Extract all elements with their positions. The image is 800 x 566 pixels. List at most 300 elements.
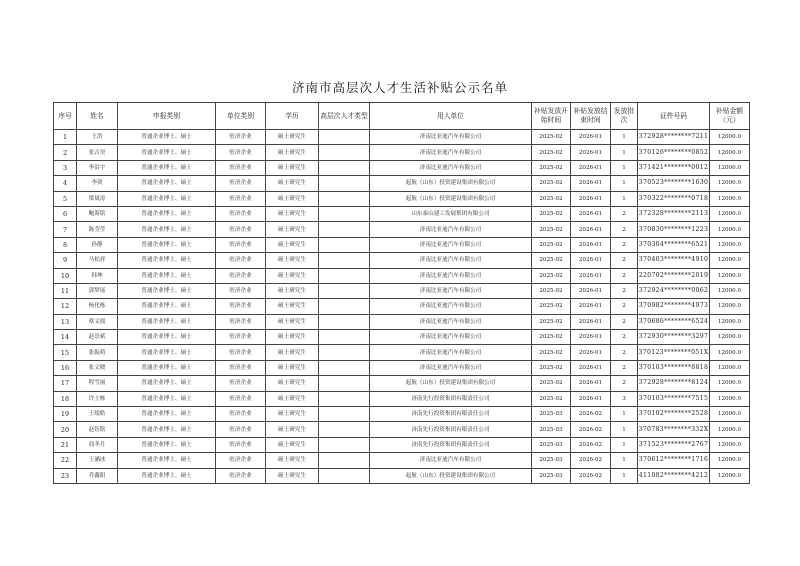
person-name-cell: 李沿宇: [77, 160, 118, 175]
id-number-cell: 370103********7515: [638, 391, 710, 406]
table-row: [54, 391, 750, 406]
education-level-cell: 硕士研究生: [266, 391, 319, 406]
payment-batch-cell: 1: [611, 453, 638, 468]
education-level-cell: 硕士研究生: [266, 176, 319, 191]
subsidy-end-cell: 2026-01: [571, 176, 611, 191]
subsidy-start-cell: 2025-02: [532, 222, 571, 237]
employer-cell: 济南比亚迪汽车有限公司: [370, 253, 532, 268]
payment-batch-cell: 2: [611, 222, 638, 237]
header-row: [54, 103, 750, 130]
talent-type-cell: [319, 376, 370, 391]
subsidy-amount-cell: 12000.0: [710, 437, 750, 452]
payment-batch-cell: 2: [611, 299, 638, 314]
payment-batch-cell: 2: [611, 376, 638, 391]
column-header: 用人单位: [370, 103, 532, 130]
subsidy-start-cell: 2025-02: [532, 283, 571, 298]
table-row: [54, 437, 750, 452]
id-number-cell: 370322********0718: [638, 191, 710, 206]
row-number-cell: 16: [54, 360, 77, 375]
subsidy-amount-cell: 12000.0: [710, 237, 750, 252]
subsidy-end-cell: 2026-01: [571, 314, 611, 329]
id-number-cell: 372930********3297: [638, 330, 710, 345]
unit-category-cell: 驻济企业: [216, 437, 266, 452]
talent-type-cell: [319, 222, 370, 237]
application-category-cell: 普通企业博士、硕士: [118, 468, 216, 483]
person-name-cell: 王浩: [77, 130, 118, 145]
table-row: [54, 468, 750, 483]
subsidy-start-cell: 2025-02: [532, 268, 571, 283]
employer-cell: 山东泰山建工发展集团有限公司: [370, 206, 532, 221]
subsidy-end-cell: 2026-01: [571, 345, 611, 360]
talent-type-cell: [319, 391, 370, 406]
column-header: 高层次人才类型: [319, 103, 370, 130]
subsidy-amount-cell: 12000.0: [710, 268, 750, 283]
education-level-cell: 硕士研究生: [266, 299, 319, 314]
education-level-cell: 硕士研究生: [266, 206, 319, 221]
subsidy-amount-cell: 12000.0: [710, 283, 750, 298]
row-number-cell: 7: [54, 222, 77, 237]
person-name-cell: 许士栋: [77, 391, 118, 406]
payment-batch-cell: 1: [611, 407, 638, 422]
id-number-cell: 372928********8124: [638, 376, 710, 391]
subsidy-amount-cell: 12000.0: [710, 253, 750, 268]
id-number-cell: 371421********0012: [638, 160, 710, 175]
column-header: 补贴金额（元）: [710, 103, 750, 130]
payment-batch-cell: 2: [611, 330, 638, 345]
unit-category-cell: 驻济企业: [216, 330, 266, 345]
application-category-cell: 普通企业博士、硕士: [118, 299, 216, 314]
application-category-cell: 普通企业博士、硕士: [118, 222, 216, 237]
application-category-cell: 普通企业博士、硕士: [118, 437, 216, 452]
payment-batch-cell: 1: [611, 130, 638, 145]
column-header: 学历: [266, 103, 319, 130]
table-header: [54, 103, 750, 130]
application-category-cell: 普通企业博士、硕士: [118, 391, 216, 406]
subsidy-end-cell: 2026-01: [571, 160, 611, 175]
unit-category-cell: 驻济企业: [216, 314, 266, 329]
column-header: 姓名: [77, 103, 118, 130]
id-number-cell: 370523********1630: [638, 176, 710, 191]
subsidy-end-cell: 2026-01: [571, 330, 611, 345]
payment-batch-cell: 2: [611, 253, 638, 268]
subsidy-end-cell: 2026-01: [571, 253, 611, 268]
subsidy-amount-cell: 12000.0: [710, 206, 750, 221]
employer-cell: 济南比亚迪汽车有限公司: [370, 299, 532, 314]
talent-type-cell: [319, 345, 370, 360]
education-level-cell: 硕士研究生: [266, 437, 319, 452]
table-row: [54, 253, 750, 268]
application-category-cell: 普通企业博士、硕士: [118, 237, 216, 252]
person-name-cell: 王涵冰: [77, 453, 118, 468]
unit-category-cell: 驻济企业: [216, 160, 266, 175]
unit-category-cell: 驻济企业: [216, 360, 266, 375]
column-header: 发放批次: [611, 103, 638, 130]
row-number-cell: 17: [54, 376, 77, 391]
subsidy-start-cell: 2025-02: [532, 299, 571, 314]
payment-batch-cell: 1: [611, 422, 638, 437]
unit-category-cell: 驻济企业: [216, 345, 266, 360]
id-number-cell: 372924********0062: [638, 283, 710, 298]
payment-batch-cell: 2: [611, 268, 638, 283]
table-row: [54, 222, 750, 237]
talent-type-cell: [319, 283, 370, 298]
talent-type-cell: [319, 468, 370, 483]
talent-type-cell: [319, 160, 370, 175]
unit-category-cell: 驻济企业: [216, 253, 266, 268]
subsidy-amount-cell: 12000.0: [710, 299, 750, 314]
talent-type-cell: [319, 253, 370, 268]
table-row: [54, 237, 750, 252]
table-row: [54, 160, 750, 175]
payment-batch-cell: 1: [611, 437, 638, 452]
row-number-cell: 14: [54, 330, 77, 345]
unit-category-cell: 驻济企业: [216, 130, 266, 145]
column-header: 补贴发放结束时间: [571, 103, 611, 130]
education-level-cell: 硕士研究生: [266, 160, 319, 175]
payment-batch-cell: 2: [611, 360, 638, 375]
talent-type-cell: [319, 176, 370, 191]
employer-cell: 济南比亚迪汽车有限公司: [370, 222, 532, 237]
employer-cell: 济南比亚迪汽车有限公司: [370, 145, 532, 160]
employer-cell: 济南比亚迪汽车有限公司: [370, 345, 532, 360]
column-header: 申报类别: [118, 103, 216, 130]
application-category-cell: 普通企业博士、硕士: [118, 176, 216, 191]
employer-cell: 济南比亚迪汽车有限公司: [370, 330, 532, 345]
unit-category-cell: 驻济企业: [216, 222, 266, 237]
application-category-cell: 普通企业博士、硕士: [118, 206, 216, 221]
talent-type-cell: [319, 422, 370, 437]
subsidy-end-cell: 2026-01: [571, 283, 611, 298]
column-header: 序号: [54, 103, 77, 130]
row-number-cell: 6: [54, 206, 77, 221]
talent-type-cell: [319, 145, 370, 160]
unit-category-cell: 驻济企业: [216, 237, 266, 252]
application-category-cell: 普通企业博士、硕士: [118, 130, 216, 145]
application-category-cell: 普通企业博士、硕士: [118, 268, 216, 283]
table-row: [54, 407, 750, 422]
subsidy-amount-cell: 12000.0: [710, 360, 750, 375]
person-name-cell: 赵崇斌: [77, 330, 118, 345]
employer-cell: 济南比亚迪汽车有限公司: [370, 237, 532, 252]
person-name-cell: 马松祥: [77, 253, 118, 268]
subsidy-start-cell: 2025-02: [532, 330, 571, 345]
person-name-cell: 韩坤: [77, 268, 118, 283]
subsidy-end-cell: 2026-01: [571, 222, 611, 237]
row-number-cell: 11: [54, 283, 77, 298]
subsidy-amount-cell: 12000.0: [710, 314, 750, 329]
person-name-cell: 乔鑫阳: [77, 468, 118, 483]
subsidy-end-cell: 2026-02: [571, 437, 611, 452]
employer-cell: 济南先行投资集团有限责任公司: [370, 437, 532, 452]
unit-category-cell: 驻济企业: [216, 422, 266, 437]
unit-category-cell: 驻济企业: [216, 191, 266, 206]
application-category-cell: 普通企业博士、硕士: [118, 145, 216, 160]
application-category-cell: 普通企业博士、硕士: [118, 407, 216, 422]
education-level-cell: 硕士研究生: [266, 345, 319, 360]
table-row: [54, 283, 750, 298]
employer-cell: 济南比亚迪汽车有限公司: [370, 130, 532, 145]
id-number-cell: 411082********4212: [638, 468, 710, 483]
person-name-cell: 陈莹莹: [77, 222, 118, 237]
subsidy-start-cell: 2025-02: [532, 206, 571, 221]
application-category-cell: 普通企业博士、硕士: [118, 160, 216, 175]
id-number-cell: 370982********4973: [638, 299, 710, 314]
subsidy-start-cell: 2025-02: [532, 130, 571, 145]
education-level-cell: 硕士研究生: [266, 222, 319, 237]
employer-cell: 济南先行投资集团有限责任公司: [370, 422, 532, 437]
subsidy-start-cell: 2025-03: [532, 407, 571, 422]
subsidy-amount-cell: 12000.0: [710, 345, 750, 360]
talent-type-cell: [319, 191, 370, 206]
application-category-cell: 普通企业博士、硕士: [118, 453, 216, 468]
education-level-cell: 硕士研究生: [266, 237, 319, 252]
payment-batch-cell: 1: [611, 160, 638, 175]
subsidy-amount-cell: 12000.0: [710, 376, 750, 391]
id-number-cell: 371523********2767: [638, 437, 710, 452]
payment-batch-cell: 3: [611, 391, 638, 406]
subsidy-end-cell: 2026-02: [571, 422, 611, 437]
subsidy-end-cell: 2026-01: [571, 360, 611, 375]
payment-batch-cell: 1: [611, 145, 638, 160]
subsidy-start-cell: 2025-02: [532, 191, 571, 206]
education-level-cell: 硕士研究生: [266, 376, 319, 391]
unit-category-cell: 驻济企业: [216, 268, 266, 283]
employer-cell: 济南比亚迪汽车有限公司: [370, 453, 532, 468]
education-level-cell: 硕士研究生: [266, 253, 319, 268]
person-name-cell: 商冬月: [77, 437, 118, 452]
employer-cell: 济南比亚迪汽车有限公司: [370, 314, 532, 329]
table-row: [54, 299, 750, 314]
education-level-cell: 硕士研究生: [266, 314, 319, 329]
talent-type-cell: [319, 437, 370, 452]
education-level-cell: 硕士研究生: [266, 145, 319, 160]
payment-batch-cell: 2: [611, 206, 638, 221]
talent-type-cell: [319, 360, 370, 375]
application-category-cell: 普通企业博士、硕士: [118, 345, 216, 360]
subsidy-amount-cell: 12000.0: [710, 145, 750, 160]
payment-batch-cell: 2: [611, 283, 638, 298]
application-category-cell: 普通企业博士、硕士: [118, 253, 216, 268]
employer-cell: 济南比亚迪汽车有限公司: [370, 268, 532, 283]
unit-category-cell: 驻济企业: [216, 145, 266, 160]
person-name-cell: 程雪丽: [77, 376, 118, 391]
table-row: [54, 176, 750, 191]
table-row: [54, 130, 750, 145]
document-title: 济南市高层次人才生活补贴公示名单: [291, 80, 508, 95]
talent-type-cell: [319, 268, 370, 283]
id-number-cell: 220702********2019: [638, 268, 710, 283]
employer-cell: 济南比亚迪汽车有限公司: [370, 283, 532, 298]
person-name-cell: 杨化栋: [77, 299, 118, 314]
subsidy-amount-cell: 12000.0: [710, 222, 750, 237]
subsidy-end-cell: 2026-01: [571, 130, 611, 145]
id-number-cell: 370686********6524: [638, 314, 710, 329]
payment-batch-cell: 1: [611, 468, 638, 483]
column-header: 补贴发放开始时间: [532, 103, 571, 130]
education-level-cell: 硕士研究生: [266, 130, 319, 145]
subsidy-start-cell: 2025-02: [532, 314, 571, 329]
id-number-cell: 370126********0852: [638, 145, 710, 160]
subsidy-start-cell: 2025-03: [532, 437, 571, 452]
row-number-cell: 8: [54, 237, 77, 252]
subsidy-start-cell: 2025-02: [532, 345, 571, 360]
application-category-cell: 普通企业博士、硕士: [118, 360, 216, 375]
subsidy-start-cell: 2025-03: [532, 422, 571, 437]
table-row: [54, 360, 750, 375]
subsidy-start-cell: 2025-02: [532, 160, 571, 175]
unit-category-cell: 驻济企业: [216, 176, 266, 191]
education-level-cell: 硕士研究生: [266, 283, 319, 298]
talent-type-cell: [319, 407, 370, 422]
table-row: [54, 330, 750, 345]
subsidy-table: [53, 102, 750, 484]
table-row: [54, 206, 750, 221]
subsidy-start-cell: 2025-03: [532, 468, 571, 483]
payment-batch-cell: 1: [611, 176, 638, 191]
unit-category-cell: 驻济企业: [216, 299, 266, 314]
subsidy-end-cell: 2026-01: [571, 376, 611, 391]
application-category-cell: 普通企业博士、硕士: [118, 330, 216, 345]
subsidy-start-cell: 2025-02: [532, 360, 571, 375]
unit-category-cell: 驻济企业: [216, 206, 266, 221]
table-row: [54, 145, 750, 160]
person-name-cell: 孙静: [77, 237, 118, 252]
subsidy-start-cell: 2025-03: [532, 453, 571, 468]
subsidy-end-cell: 2026-01: [571, 391, 611, 406]
id-number-cell: 370783********332X: [638, 422, 710, 437]
payment-batch-cell: 2: [611, 314, 638, 329]
education-level-cell: 硕士研究生: [266, 453, 319, 468]
subsidy-amount-cell: 12000.0: [710, 391, 750, 406]
row-number-cell: 9: [54, 253, 77, 268]
person-name-cell: 张振萌: [77, 345, 118, 360]
employer-cell: 济南比亚迪汽车有限公司: [370, 160, 532, 175]
subsidy-end-cell: 2026-01: [571, 237, 611, 252]
column-header: 证件号码: [638, 103, 710, 130]
table-row: [54, 191, 750, 206]
employer-cell: 起航（山东）投资建设集团有限公司: [370, 468, 532, 483]
row-number-cell: 18: [54, 391, 77, 406]
education-level-cell: 硕士研究生: [266, 468, 319, 483]
subsidy-end-cell: 2026-01: [571, 268, 611, 283]
payment-batch-cell: 2: [611, 345, 638, 360]
payment-batch-cell: 1: [611, 191, 638, 206]
person-name-cell: 鲍海铭: [77, 206, 118, 221]
education-level-cell: 硕士研究生: [266, 268, 319, 283]
talent-type-cell: [319, 130, 370, 145]
row-number-cell: 5: [54, 191, 77, 206]
row-number-cell: 12: [54, 299, 77, 314]
subsidy-amount-cell: 12000.0: [710, 407, 750, 422]
person-name-cell: 赵钰铭: [77, 422, 118, 437]
application-category-cell: 普通企业博士、硕士: [118, 422, 216, 437]
talent-type-cell: [319, 299, 370, 314]
person-name-cell: 蔡文霞: [77, 314, 118, 329]
employer-cell: 起航（山东）投资建设集团有限公司: [370, 376, 532, 391]
education-level-cell: 硕士研究生: [266, 330, 319, 345]
person-name-cell: 梁晟涛: [77, 191, 118, 206]
id-number-cell: 370123********051X: [638, 345, 710, 360]
subsidy-end-cell: 2026-02: [571, 407, 611, 422]
row-number-cell: 2: [54, 145, 77, 160]
table-row: [54, 376, 750, 391]
row-number-cell: 10: [54, 268, 77, 283]
subsidy-amount-cell: 12000.0: [710, 422, 750, 437]
table-row: [54, 453, 750, 468]
application-category-cell: 普通企业博士、硕士: [118, 283, 216, 298]
subsidy-end-cell: 2026-01: [571, 191, 611, 206]
subsidy-start-cell: 2025-02: [532, 253, 571, 268]
education-level-cell: 硕士研究生: [266, 422, 319, 437]
subsidy-end-cell: 2026-01: [571, 206, 611, 221]
application-category-cell: 普通企业博士、硕士: [118, 376, 216, 391]
id-number-cell: 372328********2113: [638, 206, 710, 221]
employer-cell: 起航（山东）投资建设集团有限公司: [370, 191, 532, 206]
unit-category-cell: 驻济企业: [216, 453, 266, 468]
subsidy-amount-cell: 12000.0: [710, 160, 750, 175]
row-number-cell: 3: [54, 160, 77, 175]
subsidy-end-cell: 2026-02: [571, 468, 611, 483]
subsidy-amount-cell: 12000.0: [710, 468, 750, 483]
id-number-cell: 370830********1223: [638, 222, 710, 237]
talent-type-cell: [319, 237, 370, 252]
subsidy-start-cell: 2025-02: [532, 176, 571, 191]
unit-category-cell: 驻济企业: [216, 376, 266, 391]
person-name-cell: 郭梦瑶: [77, 283, 118, 298]
row-number-cell: 15: [54, 345, 77, 360]
subsidy-end-cell: 2026-01: [571, 145, 611, 160]
row-number-cell: 22: [54, 453, 77, 468]
education-level-cell: 硕士研究生: [266, 191, 319, 206]
employer-cell: 起航（山东）投资建设集团有限公司: [370, 176, 532, 191]
talent-type-cell: [319, 206, 370, 221]
employer-cell: 济南先行投资集团有限责任公司: [370, 407, 532, 422]
table-body: [54, 130, 750, 484]
table-row: [54, 422, 750, 437]
subsidy-start-cell: 2025-02: [532, 376, 571, 391]
row-number-cell: 23: [54, 468, 77, 483]
id-number-cell: 370612********1716: [638, 453, 710, 468]
subsidy-start-cell: 2025-02: [532, 237, 571, 252]
talent-type-cell: [319, 314, 370, 329]
id-number-cell: 370103********8818: [638, 360, 710, 375]
person-name-cell: 王绫皓: [77, 407, 118, 422]
row-number-cell: 4: [54, 176, 77, 191]
id-number-cell: 372928********7211: [638, 130, 710, 145]
application-category-cell: 普通企业博士、硕士: [118, 314, 216, 329]
subsidy-amount-cell: 12000.0: [710, 453, 750, 468]
column-header: 单位类别: [216, 103, 266, 130]
subsidy-amount-cell: 12000.0: [710, 330, 750, 345]
row-number-cell: 1: [54, 130, 77, 145]
application-category-cell: 普通企业博士、硕士: [118, 191, 216, 206]
education-level-cell: 硕士研究生: [266, 360, 319, 375]
payment-batch-cell: 2: [611, 237, 638, 252]
table-row: [54, 268, 750, 283]
subsidy-end-cell: 2026-02: [571, 453, 611, 468]
subsidy-start-cell: 2025-02: [532, 391, 571, 406]
employer-cell: 济南比亚迪汽车有限公司: [370, 360, 532, 375]
education-level-cell: 硕士研究生: [266, 407, 319, 422]
subsidy-end-cell: 2026-01: [571, 299, 611, 314]
row-number-cell: 20: [54, 422, 77, 437]
subsidy-amount-cell: 12000.0: [710, 191, 750, 206]
id-number-cell: 370102********2528: [638, 407, 710, 422]
row-number-cell: 19: [54, 407, 77, 422]
unit-category-cell: 驻济企业: [216, 468, 266, 483]
unit-category-cell: 驻济企业: [216, 283, 266, 298]
subsidy-amount-cell: 12000.0: [710, 176, 750, 191]
